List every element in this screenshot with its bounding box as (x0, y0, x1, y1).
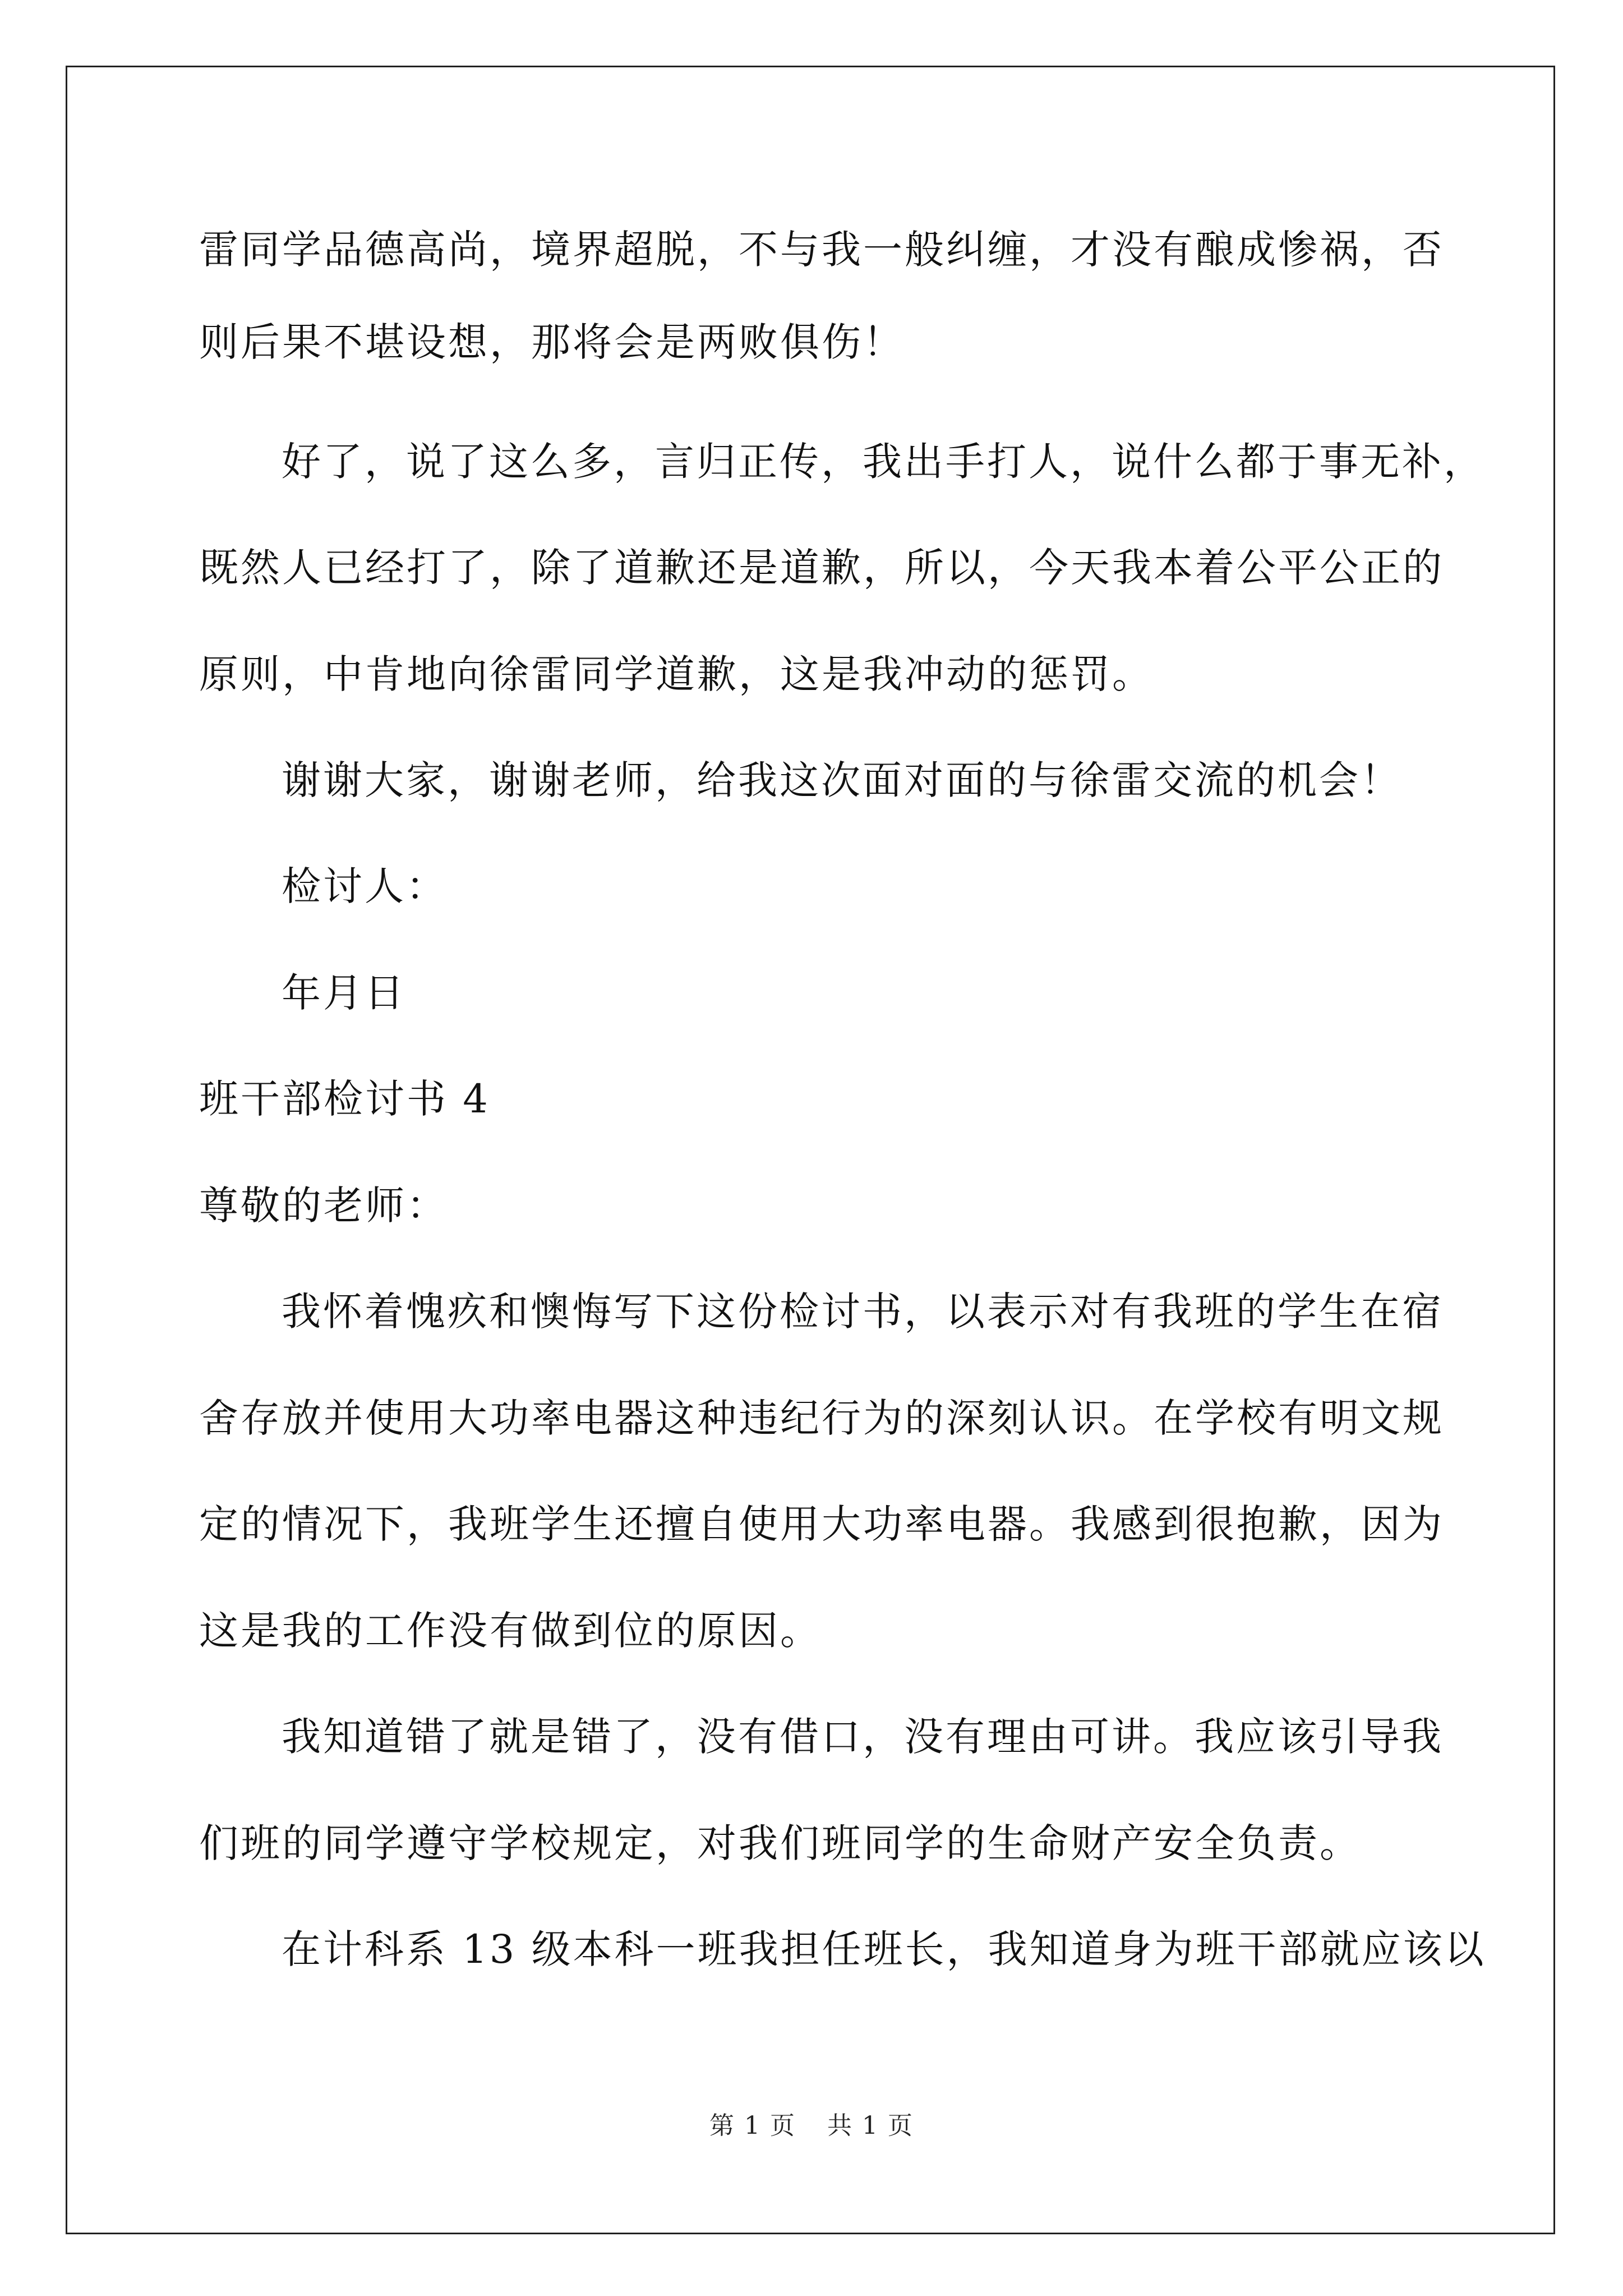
signer-label: 检讨人： (282, 863, 448, 909)
paragraph-line: 原则，中肯地向徐雷同学道歉，这是我冲动的惩罚。 (199, 651, 1154, 697)
section-title: 班干部检讨书 4 (199, 1076, 490, 1122)
paragraph-line: 我知道错了就是错了，没有借口，没有理由可讲。我应该引导我 (282, 1714, 1444, 1760)
page-total: 共 1 页 (827, 2111, 914, 2140)
paragraph-line: 定的情况下，我班学生还擅自使用大功率电器。我感到很抱歉，因为 (199, 1501, 1444, 1547)
salutation: 尊敬的老师： (199, 1182, 448, 1228)
date-label: 年月日 (282, 970, 406, 1016)
paragraph-line: 我怀着愧疚和懊悔写下这份检讨书，以表示对有我班的学生在宿 (282, 1289, 1444, 1335)
paragraph-line: 谢谢大家，谢谢老师，给我这次面对面的与徐雷交流的机会！ (282, 757, 1402, 803)
paragraph-line: 舍存放并使用大功率电器这种违纪行为的深刻认识。在学校有明文规 (199, 1395, 1444, 1441)
page-border (66, 66, 1555, 2234)
paragraph-line: 好了，说了这么多，言归正传，我出手打人，说什么都于事无补， (282, 439, 1485, 485)
paragraph-line: 则后果不堪设想，那将会是两败俱伤！ (199, 319, 905, 365)
paragraph-line: 既然人已经打了，除了道歉还是道歉，所以，今天我本着公平公正的 (199, 545, 1444, 591)
paragraph-line: 雷同学品德高尚，境界超脱，不与我一般纠缠，才没有酿成惨祸，否 (199, 227, 1444, 273)
paragraph-line: 在计科系 13 级本科一班我担任班长，我知道身为班干部就应该以 (282, 1926, 1486, 1972)
page-number: 第 1 页 (709, 2111, 796, 2140)
paragraph-line: 们班的同学遵守学校规定，对我们班同学的生命财产安全负责。 (199, 1820, 1361, 1866)
page-footer (0, 2109, 1623, 2143)
paragraph-line: 这是我的工作没有做到位的原因。 (199, 1608, 822, 1654)
